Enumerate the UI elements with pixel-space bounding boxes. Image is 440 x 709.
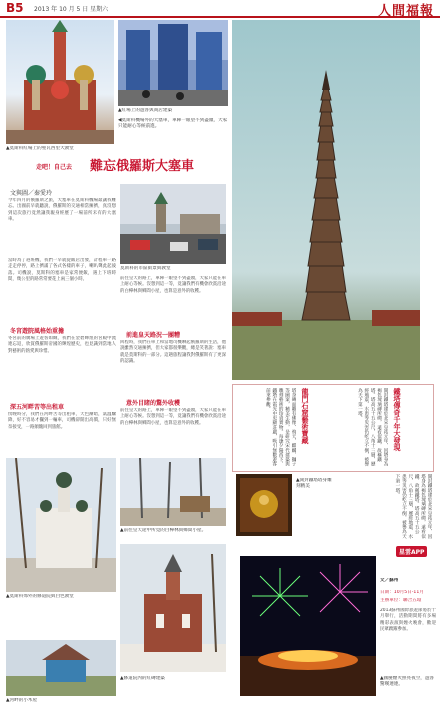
story-kicker: 走吧！自己去 (36, 164, 73, 171)
page-number: B5 (6, 1, 24, 15)
photo-pagoda-relief (236, 474, 292, 536)
story-paragraph-2: 當時為了趕班機，我們一早就從飯店出發，計程車一路走走停停，路上擠滿了各式各樣的車子，喇叭聲此起彼落。司機說，莫斯科的塞車是家常便飯，遇上下班時間，幾公里的路常常要花上兩三個小時。 (8, 258, 116, 283)
photo-wooden-house (6, 640, 116, 696)
pagoda-text-3: 開封鐵塔建於北宋皇祐元年，因塔身為褐色琉璃磚所砌，遠看似鐵，故稱鐵塔。塔高五十五公尺，八角十三層，歷經地震、水患等災害仍屹立不倒，被譽為天下第一塔。 (394, 474, 432, 539)
story-paragraph-7: 前往皇天的路上，車陣一眼望不到盡頭，大家只能在車上耐心等候。沒想到這一等，竟讓我們有機會欣賞沿途的白樺林與鄉間小屋，也算是意外的收穫。 (120, 408, 226, 426)
photo-moscow-street (120, 184, 226, 264)
caption-2: ▲紅場上的遊客與商店建築 (118, 108, 173, 113)
photo-monastery (6, 458, 116, 592)
page-header (0, 0, 440, 18)
subheading-3: 前進皇天路況一團糟 (126, 332, 181, 339)
caption-6: ▲河畔的小木屋 (6, 698, 38, 703)
pagoda-text-1: 開封鐵塔建於北宋皇祐元年，因塔身為褐色琉璃磚所砌，遠看似鐵，故稱鐵塔。塔高五十五公尺，八角十三層，歷經地震、水患等災害仍屹立不倒，被譽為天下第一塔。 (357, 388, 388, 467)
pagoda-heading-2: 龍門石窟藝術寶藏 (301, 388, 309, 444)
sidebar-title: 文／蘇州 (380, 578, 399, 583)
caption-8: ▲修道院內的紅磚建築 (120, 676, 165, 681)
sidebar-info-date: 日期：10月5日-11月 (380, 590, 424, 595)
pagoda-text-2: 塔身磚面雕有佛像、飛天、麒麟、獅子等圖案，精美生動，是研究宋代建築與雕刻藝術的珍貴實物。每逢夕陽西下，鐵塔在霞光中更顯莊嚴，吸引無數遊客前來參觀。 (265, 388, 296, 467)
masthead-logo: 人間福報 (377, 4, 434, 19)
photo-iron-pagoda (232, 20, 420, 380)
caption-5: ▲莫斯科郊外的修道院與白色教堂 (6, 594, 74, 599)
photo-red-brick-church (120, 544, 226, 672)
photo-birch-forest (120, 458, 226, 526)
story-author: 文與圖／秦愛玲 (10, 190, 53, 197)
story-paragraph-5: 前往皇天的路上，車陣一眼望不到盡頭，大家只能在車上耐心等候。沒想到這一等，竟讓我們有機會欣賞沿途的白樺林與鄉間小屋，也算是意外的收穫。 (120, 276, 226, 294)
subheading-4: 意外目睹的驚外收穫 (126, 400, 181, 407)
subheading-1: 冬宮遊院風格始重擔 (10, 328, 65, 335)
caption-4: 莫斯科的市區街景與教堂 (120, 266, 171, 271)
caption-7: ▲前往皇天途中所見的白樺林與鄉間小屋。 (120, 528, 207, 533)
story-paragraph-3: 冬宮前的廣場上遊客如織，我們在金碧輝煌的宮殿中流連忘返，欣賞俄羅斯帝國的輝煌歷史，也見識到當地人對藝術的熱愛與珍惜。 (8, 336, 116, 354)
sidebar-badge: 星雲APP (396, 546, 427, 557)
photo-fireworks (240, 556, 376, 696)
issue-date: 2013 年 10 月 5 日 星期六 (34, 6, 109, 13)
sidebar-body: 2013蘇州國際旅遊節將於十月舉行，活動期間將有多場精彩表演與煙火晚會，歡迎民眾踴躍參加。 (380, 608, 436, 633)
story-title: 難忘俄羅斯大塞車 (90, 159, 195, 174)
pagoda-heading-1: 鐵塔傳奇千年大發現 (393, 388, 401, 451)
sidebar-info-org: 主辦單位：聯合五環 (380, 598, 422, 603)
photo-st-basils (6, 20, 114, 144)
caption-3: ◀莫斯科機場外的大塞車，車陣一眼望不到盡頭，大家只能耐心等候前進。 (118, 118, 228, 129)
story-paragraph-1: 今年四月的俄羅斯之旅，大塞車在莫斯科機場最讓我難忘。出國前早就聽說，俄羅斯的交通相當擁擠，真沒想到這次旅行竟然讓我親身經歷了一場前所未有的大塞車。 (8, 198, 116, 223)
sidebar-caption: ▲國慶煙火照亮夜空，遊客驚嘆連連。 (380, 676, 435, 687)
caption-1: ▲莫斯科紅場上的聖瓦西里大教堂 (6, 146, 74, 151)
photo-red-square (118, 20, 228, 106)
subheading-2: 深五河畔苦等出租車 (10, 404, 65, 411)
story-paragraph-4: 傍晚時分，我們在河畔苦等出租車，天色漸暗，氣溫驟降，好不容易才攔到一輛車，司機卻開出高價，只好無奈接受，一路顛簸回到旅館。 (8, 412, 116, 430)
story-paragraph-6: 回程時，我們在車上和當地司機聊起俄羅斯的生活，他說雖然交通擁擠，但大家都很樂觀，總是笑著說：塞車就是莫斯科的一部分。這趟旅程讓我對俄羅斯有了更深的認識。 (120, 340, 226, 365)
pagoda-caption: ▲開封鐵塔塔身雕刻精美 (296, 478, 332, 489)
